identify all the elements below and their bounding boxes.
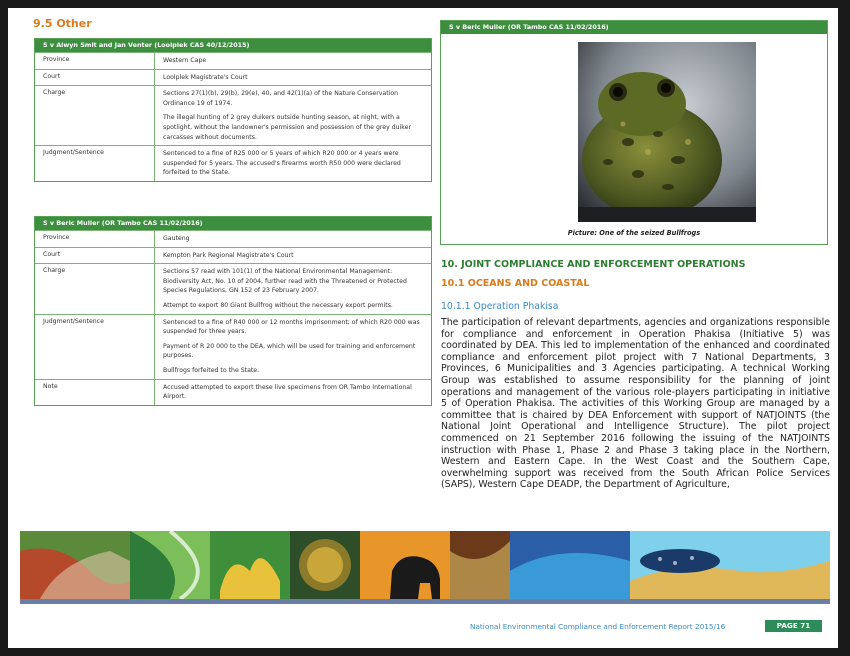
case-row-paragraph: Western Cape: [163, 57, 207, 64]
case-row-judgment-sentence: [35, 145, 431, 181]
case-row-judgment-sentence: [35, 314, 431, 379]
case-row-paragraph: Bullfrogs forfeited to the State.: [163, 367, 260, 375]
case-row-value: [155, 380, 431, 405]
case-row-label: Note: [35, 380, 155, 405]
photo-panel: [440, 20, 828, 245]
case-row-label: Province: [35, 231, 155, 247]
case-row-paragraph: Gauteng: [163, 235, 190, 242]
case-row-paragraph: Loolplek Magistrate's Court: [163, 73, 248, 81]
case-row-label: Judgment/Sentence: [35, 146, 155, 181]
photo-panel-header: S v Beric Muller (OR Tambo CAS 11/02/2016): [441, 21, 827, 34]
case-row-value: [155, 248, 431, 264]
case-row-province: [35, 230, 431, 247]
case-row-paragraph: Sentenced to a fine of R40 000 or 12 months imprisonment; of which R20 000 was suspended for three years.: [163, 318, 420, 336]
body-paragraph: The participation of relevant departments, agencies and organizations responsible for compliance and enforcement in Operation Phakisa (Initiative 5) was coordinated by DEA. This led to implementation of the enhanced and coordinated compliance and enforcement pilot project with 7 National Departments, 3 Provinces, 6 Municipalities and 3 Agencies participating. A technical Working Group was established to assume responsibility for the planning of joint operations and management of the various role-players participating in initiative 5 of Operation Phakisa. The activities of this Working Group are managed by a committee that is chaired by DEA Enforcement with support of NATJOINTS (the National Joint Operational and Intelligence Structure). The pilot project commenced on 21 September 2016 following the issuing of the NATJOINTS instruction with Phase 1, Phase 2 and Phase 3 taking place in the Northern, Western and Eastern Cape. In the West Coast and the Southern Cape, overwhelming support was received from the South African Police Services (SAPS), Western Cape DEADP, the Department of Agriculture,: [441, 317, 830, 491]
banner-underline: [20, 599, 830, 604]
heading-operation-phakisa: 10.1.1 Operation Phakisa: [441, 301, 559, 312]
case-row-value: [155, 315, 431, 379]
case-row-value: [155, 231, 431, 247]
case-row-court: [35, 69, 431, 86]
case-row-value: [155, 53, 431, 69]
case-row-paragraph: Sections 57 read with 101(1) of the National Environmental Management: Biodiversity Act, No. 10 of 2004, further read with the Threatened or Protected Species Regulations, GN 152 of 23 February 2007.: [163, 268, 407, 295]
heading-oceans-coastal: 10.1 OCEANS AND COASTAL: [441, 278, 590, 289]
case-row-province: [35, 52, 431, 69]
case-row-label: Judgment/Sentence: [35, 315, 155, 379]
case-row-paragraph: The illegal hunting of 2 grey duikers outside hunting season, at night, with a spotlight, without the landowner's permission and possession of the grey duiker carcasses without documents.: [163, 114, 412, 141]
section-title: 9.5 Other: [33, 17, 92, 30]
case-row-paragraph: Payment of R 20 000 to the DEA, which will be used for training and enforcement purposes.: [163, 342, 416, 360]
case-row-value: [155, 86, 431, 145]
page-number-badge: PAGE 71: [765, 620, 822, 632]
case-row-paragraph: Kempton Park Regional Magistrate's Court: [163, 251, 294, 259]
case-row-label: Court: [35, 248, 155, 264]
case-row-label: Court: [35, 70, 155, 86]
case-row-note: [35, 379, 431, 405]
heading-joint-compliance: 10. JOINT COMPLIANCE AND ENFORCEMENT OPERATIONS: [441, 259, 746, 270]
case-table-header: S v Beric Muller (OR Tambo CAS 11/02/2016): [35, 217, 431, 230]
case-row-label: Charge: [35, 264, 155, 313]
case-row-paragraph: Sentenced to a fine of R25 000 or 5 years of which R20 000 or 4 years were suspended for 5 years. The accused's firearms worth R50 000 were declared forfeited to the State.: [163, 150, 401, 177]
case-row-value: [155, 146, 431, 181]
photo-caption: Picture: One of the seized Bullfrogs: [567, 229, 701, 237]
case-table-muller: [34, 216, 432, 406]
case-row-value: [155, 264, 431, 313]
bullfrog-photo: [578, 42, 756, 222]
case-table-header: S v Alwyn Smit and Jan Venter (Loolplek CAS 40/12/2015): [35, 39, 431, 52]
report-page: [8, 8, 838, 648]
case-row-paragraph: Attempt to export 80 Giant Bullfrog without the necessary export permits.: [163, 302, 393, 310]
case-row-label: Province: [35, 53, 155, 69]
case-row-label: Charge: [35, 86, 155, 145]
decorative-banner: [20, 531, 830, 599]
case-row-charge: [35, 85, 431, 145]
case-table-smit-venter: [34, 38, 432, 182]
case-row-value: [155, 70, 431, 86]
footer-report-title: National Environmental Compliance and Enforcement Report 2015/16: [470, 622, 726, 631]
case-row-court: [35, 247, 431, 264]
case-row-paragraph: Accused attempted to export these live specimens from OR Tambo International Airport.: [163, 383, 412, 401]
case-row-paragraph: Sections 27(1)(b), 29(b), 29(e), 40, and 42(1)(a) of the Nature Conservation Ordinance 19 of 1974.: [163, 90, 399, 107]
case-row-charge: [35, 263, 431, 313]
